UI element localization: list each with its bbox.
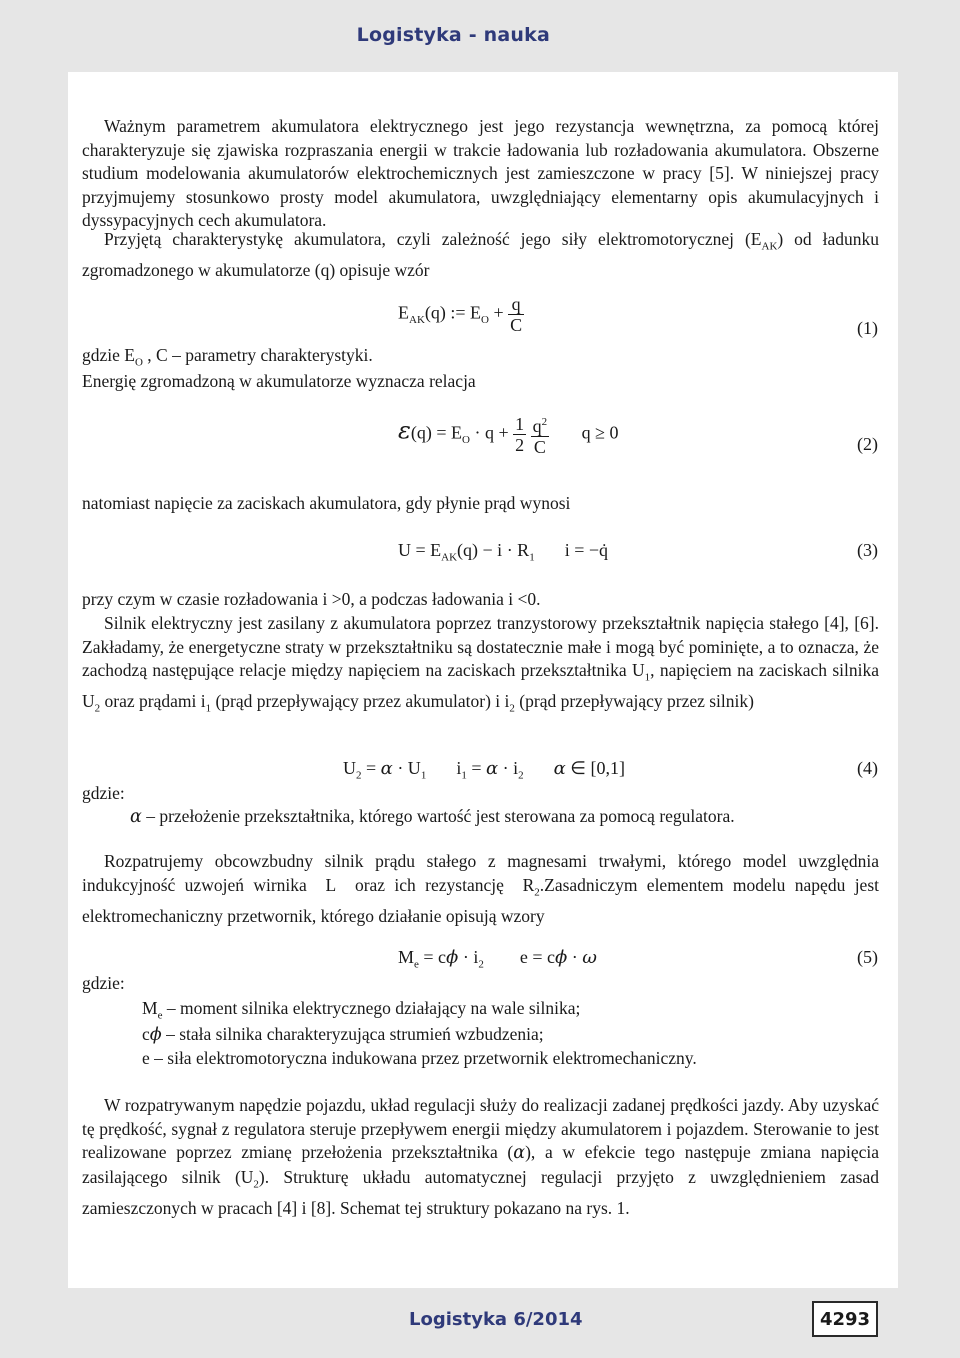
paragraph-characteristic: Przyjętą charakterystykę akumulatora, czyli zależność jego siły elektromotorycznej $(E_{AK})$ od ładunku zgromadzonego w akumulatorze (q) opisuje wzór <box>82 229 879 280</box>
definition-alpha: α – przełożenie przekształtnika, którego wartość jest sterowana za pomocą regulatora. <box>130 806 735 827</box>
equation-number-3: (3) <box>857 540 878 560</box>
equation-number-5: (5) <box>857 947 878 967</box>
definition-moment: $M_e$ – moment silnika elektrycznego działający na wale silnika; <box>142 998 581 1022</box>
paragraph-internal-resistance: Ważnym parametrem akumulatora elektrycznego jest jego rezystancja wewnętrzna, za pomocą której charakteryzuje się zjawiska rozpraszania energii w trakcie ładowania lub rozładowania akumulatora. Obszerne studium modelowania akumulatorów elektrochemicznych jest zamieszczone w pracy [5]. W niniejszej pracy przyjmujemy stosunkowo prosty model akumulatora, uwzględniający elementarny opis akumulacyjnych i dyssypacyjnych cech akumulatora. <box>82 116 879 230</box>
equation-number-4: (4) <box>857 758 878 778</box>
line-energy-intro: Energię zgromadzoną w akumulatorze wyznacza relacja <box>82 371 476 391</box>
line-sign-convention: przy czym w czasie rozładowania i >0, a podczas ładowania i <0. <box>82 589 541 609</box>
page-header <box>0 0 960 70</box>
footer-journal-issue: Logistyka 6/2014 <box>409 1309 583 1330</box>
paragraph-converter: Silnik elektryczny jest zasilany z akumulatora poprzez tranzystorowy przekształtnik napięcia stałego [4], [6]. Zakładamy, że energetyczne straty w przekształtniku są dostatecznie małe i mogą być pominięte, a to oznacza, że zachodzą następujące relacje między napięciem na zaciskach przekształtnika $U_1$, napięciem na zaciskach silnika $U_2$ oraz prądami $i_1$ (prąd przepływający przez akumulator) i $i_2$ (prąd przepływający przez silnik) <box>82 613 879 715</box>
paragraph-motor-model: Rozpatrujemy obcowzbudny silnik prądu stałego z magnesami trwałymi, którego model uwzględnia indukcyjność uzwojeń wirnika L oraz ich rezystancję $R_2.Zasadniczym$ elementem modelu napędu jest elektromechaniczny przetwornik, którego działanie opisują wzory <box>82 851 879 926</box>
equation-number-1: (1) <box>857 318 878 338</box>
line-parameters: gdzie $E_O$ , C – parametry charakterystyki. <box>82 345 373 369</box>
definition-flux-constant: cϕ – stała silnika charakteryzująca strumień wzbudzenia; <box>142 1024 544 1045</box>
equation-3: $U = E_{AK}(q) - i \cdot R_1$ i = −q̇ <box>398 540 608 564</box>
equation-1: $E_{AK}(q)$ := $E_O$ + $\frac{q}{C}$ <box>398 294 523 335</box>
equation-number-2: (2) <box>857 434 878 454</box>
equation-2: $\varepsilon(q) = E_O \cdot q$ + $\frac{1}{2}$ $\frac{q^2}{C}$ q ≥ 0 <box>398 414 619 457</box>
equation-5: $M_e = c\phi \cdot i_2$ e = cϕ · ω <box>398 947 597 971</box>
line-voltage-intro: natomiast napięcie za zaciskach akumulatora, gdy płynie prąd wynosi <box>82 493 571 513</box>
page-number: 4293 <box>812 1301 878 1337</box>
paragraph-control-system: W rozpatrywanym napędzie pojazdu, układ regulacji służy do realizacji zadanej prędkości jazdy. Aby uzyskać tę prędkość, sygnał z regulatora steruje przepływem energii między akumulatorem i pojazdem. Sterowanie to jest realizowane poprzez zmianę przełożenia przekształtnika (α), a w efekcie tego następuje zmiana napięcia zasilającego silnik $(U_2)$. Strukturę układu automatycznej regulacji przyjęto z uwzględnieniem zasad zamieszczonych w pracach [4] i [8]. Schemat tej struktury pokazano na rys. 1. <box>82 1095 879 1218</box>
label-where-3: gdzie: <box>82 973 125 993</box>
definition-emf: e – siła elektromotoryczna indukowana przez przetwornik elektromechaniczny. <box>142 1048 697 1068</box>
equation-4: $U_2 = \alpha \cdot U_1$ $i_1 = \alpha \cdot i_2$ α ∈ [0,1] <box>343 758 625 782</box>
journal-section-title: Logistyka - nauka <box>356 24 550 46</box>
label-where-2: gdzie: <box>82 783 125 803</box>
article-body <box>68 72 898 1288</box>
